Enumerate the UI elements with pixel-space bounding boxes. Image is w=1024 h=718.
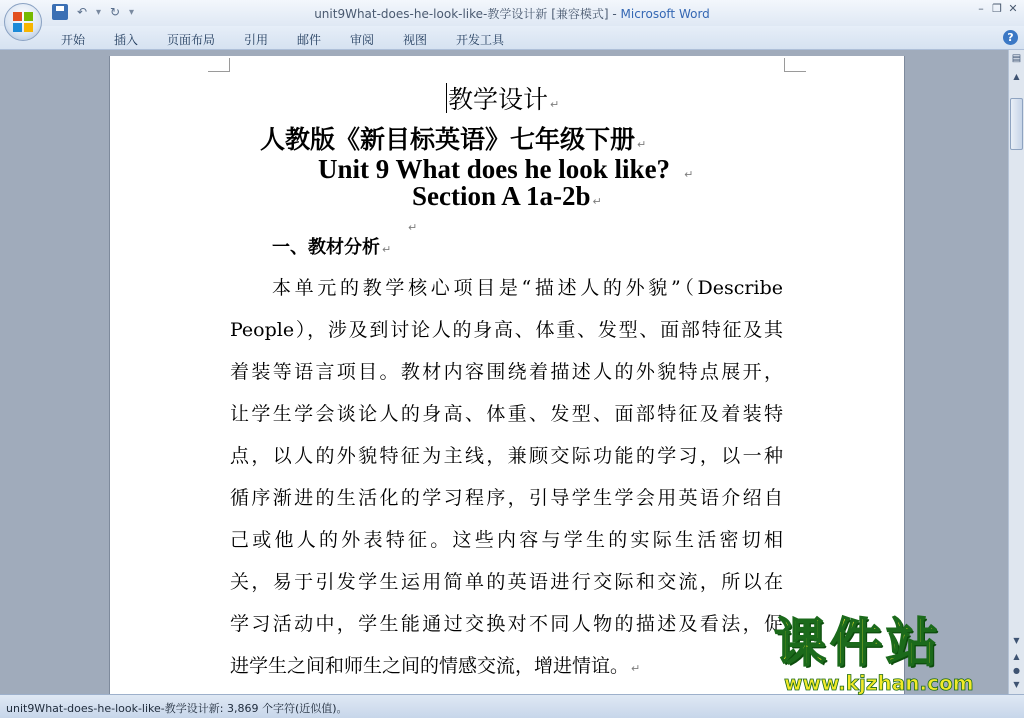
title-bar	[0, 0, 1024, 26]
customize-toolbar-icon[interactable]: ▾	[129, 6, 135, 18]
watermark-url: www.kjzhan.com	[784, 671, 974, 695]
tab-insert[interactable]: 插入	[114, 33, 139, 47]
paragraph-line: People），涉及到讨论人的身高、体重、发型、面部特征及其	[230, 319, 783, 341]
margin-corner-top-right	[784, 58, 806, 72]
select-browse-object-icon[interactable]: ●	[1013, 666, 1020, 675]
vertical-scrollbar[interactable]	[1008, 50, 1024, 694]
paragraph-line: 让学生学会谈论人的身高、体重、发型、面部特征及着装特	[230, 403, 783, 425]
doc-section-heading: 一、教材分析 ↵	[272, 237, 392, 258]
tab-developer[interactable]: 开发工具	[456, 33, 505, 47]
previous-page-icon[interactable]: ▲	[1013, 652, 1020, 661]
next-page-icon[interactable]: ▼	[1013, 680, 1020, 689]
paragraph-line: 己或他人的外表特征。这些内容与学生的实际生活密切相	[230, 529, 783, 551]
paragraph-line: 本单元的教学核心项目是“描述人的外貌”（Describe	[272, 277, 783, 299]
tab-view[interactable]: 视图	[403, 33, 428, 47]
window-title-app: Microsoft Word	[620, 7, 710, 21]
restore-icon[interactable]: ❐	[992, 2, 1002, 15]
doc-unit-title: Unit 9 What does he look like? ↵	[318, 154, 694, 184]
paragraph-line: 学习活动中，学生能通过交换对不同人物的描述及看法，促	[230, 613, 783, 635]
tab-references[interactable]: 引用	[244, 33, 269, 47]
view-ruler-icon[interactable]: ▤	[1011, 53, 1022, 64]
site-watermark	[774, 616, 1010, 696]
paragraph-line: 关，易于引发学生运用简单的英语进行交际和交流，所以在	[230, 571, 783, 593]
doc-section-title: Section A 1a-2b ↵	[412, 181, 602, 211]
minimize-icon[interactable]: –	[978, 2, 984, 15]
office-button[interactable]	[4, 3, 42, 41]
undo-dropdown-icon[interactable]: ▾	[96, 6, 102, 18]
ribbon-tabs	[0, 26, 1024, 50]
status-word-count[interactable]: unit9What-does-he-look-like-教学设计新: 3,869 个字符(近似值)。	[6, 702, 348, 715]
paragraph-line: 着装等语言项目。教材内容围绕着描述人的外貌特点展开，	[230, 361, 783, 383]
window-controls	[974, 2, 1020, 16]
text-cursor	[446, 83, 447, 113]
margin-corner-top-left	[208, 58, 230, 72]
status-bar	[0, 694, 1024, 718]
tab-review[interactable]: 审阅	[350, 33, 375, 47]
window-title	[0, 5, 1024, 22]
undo-icon[interactable]: ↶	[76, 5, 88, 19]
redo-icon[interactable]: ↻	[110, 5, 121, 19]
scroll-up-icon[interactable]: ▲	[1013, 72, 1020, 81]
document-workspace	[0, 50, 1008, 694]
paragraph-line: 点，以人的外貌特征为主线，兼顾交际功能的学习，以一种	[230, 445, 783, 467]
office-logo-icon	[13, 12, 33, 32]
watermark-logo-text: 课件站	[774, 614, 943, 674]
doc-subtitle: 人教版《新目标英语》七年级下册 ↵	[260, 125, 647, 154]
window-title-document: unit9What-does-he-look-like-教学设计新 [兼容模式] -	[314, 7, 621, 21]
empty-paragraph-mark: ↵	[408, 221, 418, 234]
help-icon[interactable]: ?	[1003, 30, 1018, 45]
paragraph-line-last: 进学生之间和师生之间的情感交流，增进情谊。 ↵	[230, 655, 641, 677]
paragraph-line: 循序渐进的生活化的学习程序，引导学生学会用英语介绍自	[230, 487, 783, 509]
document-page[interactable]	[110, 56, 904, 694]
tab-home[interactable]: 开始	[61, 33, 86, 47]
scroll-down-icon[interactable]: ▼	[1013, 636, 1020, 645]
tab-mailings[interactable]: 邮件	[297, 33, 322, 47]
scroll-thumb[interactable]	[1010, 98, 1023, 150]
tab-page-layout[interactable]: 页面布局	[167, 33, 216, 47]
close-icon[interactable]: ✕	[1008, 2, 1018, 15]
doc-title: 教学设计 ↵	[448, 85, 560, 114]
